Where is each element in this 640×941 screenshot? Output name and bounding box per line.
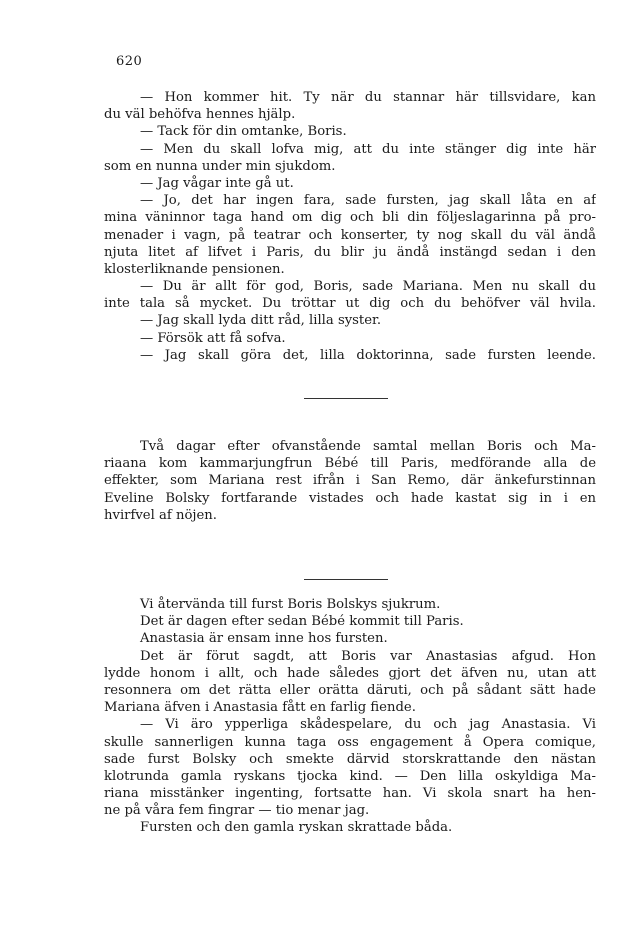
- text-line: — Jag skall lyda ditt råd, lilla syster.: [140, 313, 382, 329]
- text-line: sade furst Bolsky och smekte därvid storskrattande den nästan: [104, 751, 596, 767]
- text-line: Det är dagen efter sedan Bébé kommit till Paris.: [140, 614, 464, 630]
- text-line: — Jo, det har ingen fara, sade fursten, jag skall låta en af: [140, 193, 596, 209]
- text-line: effekter, som Mariana rest ifrån i San Remo, där änkefurstinnan: [104, 473, 596, 489]
- text-line: skulle sannerligen kunna taga oss engagement å Opera comique,: [104, 734, 596, 750]
- text-line: du väl behöfva hennes hjälp.: [104, 107, 296, 123]
- text-line: Anastasia är ensam inne hos fursten.: [140, 631, 388, 647]
- text-line: riaana kom kammarjungfrun Bébé till Paris, medförande alla de: [104, 456, 596, 472]
- text-line: Det är förut sagdt, att Boris var Anastasias afgud. Hon: [140, 648, 596, 664]
- text-line: Vi återvända till furst Boris Bolskys sjukrum.: [140, 597, 441, 612]
- text-block-narrative: [104, 438, 596, 524]
- text-line: njuta litet af lifvet i Paris, du blir ju ändå instängd sedan i den: [104, 244, 596, 260]
- text-line: klosterliknande pensionen.: [104, 261, 285, 277]
- text-line: resonnera om det rätta eller orätta däruti, och på sådant sätt hade: [104, 682, 596, 698]
- text-line: Mariana äfven i Anastasia fått en farlig fiende.: [104, 700, 416, 716]
- text-line: lydde honom i allt, och hade således gjort det äfven nu, utan att: [104, 665, 596, 681]
- text-line: som en nunna under min sjukdom.: [104, 158, 336, 174]
- text-line: klotrunda gamla ryskans tjocka kind. — Den lilla oskyldiga Ma-: [104, 768, 596, 784]
- section-divider: [304, 398, 388, 399]
- text-line: inte tala så mycket. Du tröttar ut dig och du behöfver väl hvila.: [104, 296, 596, 312]
- section-divider: [304, 579, 388, 580]
- text-line: hvirfvel af nöjen.: [104, 507, 217, 523]
- text-line: — Hon kommer hit. Ty när du stannar här tillsvidare, kan: [140, 90, 596, 105]
- text-line: — Jag skall göra det, lilla doktorinna, sade fursten leende.: [140, 347, 596, 363]
- page-number: 620: [116, 54, 143, 69]
- text-line: — Försök att få sofva.: [140, 330, 286, 346]
- text-line: mina väninnor taga hand om dig och bli din följeslagarinna på pro-: [104, 210, 596, 226]
- text-line: — Du är allt för god, Boris, sade Mariana. Men nu skall du: [140, 279, 596, 295]
- text-line: Fursten och den gamla ryskan skrattade båda.: [140, 820, 453, 836]
- text-line: — Jag vågar inte gå ut.: [140, 175, 294, 191]
- text-line: — Tack för din omtanke, Boris.: [140, 124, 347, 140]
- text-line: Två dagar efter ofvanstående samtal mellan Boris och Ma-: [140, 439, 596, 454]
- text-block-dialogue: [104, 89, 596, 364]
- text-line: — Men du skall lofva mig, att du inte stänger dig inte här: [140, 141, 596, 157]
- text-line: — Vi äro ypperliga skådespelare, du och jag Anastasia. Vi: [140, 717, 596, 733]
- text-line: Eveline Bolsky fortfarande vistades och hade kastat sig in i en: [104, 490, 596, 506]
- text-block-sickroom: [104, 596, 596, 837]
- text-line: menader i vagn, på teatrar och konserter, ty nog skall du väl ändå: [104, 227, 596, 243]
- text-line: riana misstänker ingenting, fortsatte han. Vi skola snart ha hen-: [104, 786, 596, 802]
- text-line: ne på våra fem fingrar — tio menar jag.: [104, 803, 370, 819]
